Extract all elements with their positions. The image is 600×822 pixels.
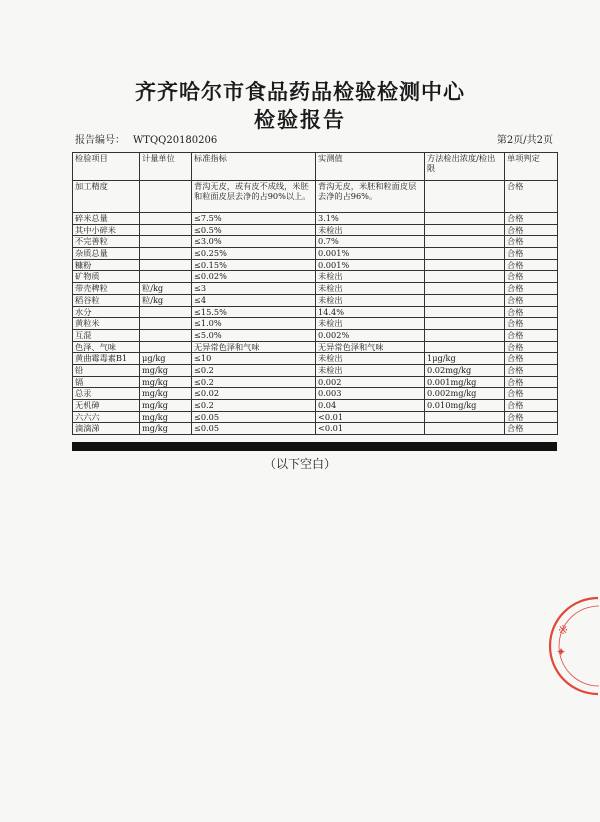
table-row	[73, 329, 558, 341]
cell-verdict: 合格	[505, 318, 558, 330]
cell-verdict: 合格	[505, 248, 558, 260]
header-verdict: 单项判定	[505, 153, 558, 181]
cell-measured: 0.002%	[316, 329, 425, 341]
cell-measured: <0.01	[316, 423, 425, 435]
cell-unit: 粒/kg	[140, 283, 192, 295]
table-row	[73, 318, 558, 330]
cell-detection-limit	[425, 306, 505, 318]
cell-detection-limit	[425, 181, 505, 213]
table-row	[73, 283, 558, 295]
cell-standard: ≤10	[192, 353, 316, 365]
cell-measured: 未检出	[316, 364, 425, 376]
cell-verdict: 合格	[505, 259, 558, 271]
table-row	[73, 181, 558, 213]
cell-unit	[140, 213, 192, 225]
cell-verdict: 合格	[505, 306, 558, 318]
cell-detection-limit	[425, 271, 505, 283]
cell-measured: 0.002	[316, 376, 425, 388]
cell-measured: 0.04	[316, 400, 425, 412]
cell-item: 色泽、气味	[73, 341, 140, 353]
cell-measured: 0.7%	[316, 236, 425, 248]
cell-measured: 3.1%	[316, 213, 425, 225]
cell-standard: ≤0.2	[192, 376, 316, 388]
cell-verdict: 合格	[505, 423, 558, 435]
cell-verdict: 合格	[505, 213, 558, 225]
cell-unit: mg/kg	[140, 376, 192, 388]
report-number-value: WTQQ20180206	[133, 135, 218, 146]
document-title: 检验报告	[254, 108, 346, 132]
cell-unit	[140, 329, 192, 341]
cell-item: 无机砷	[73, 400, 140, 412]
table-row	[73, 306, 558, 318]
cell-measured: 无异常色泽和气味	[316, 341, 425, 353]
cell-measured: 未检出	[316, 224, 425, 236]
cell-standard: ≤5.0%	[192, 329, 316, 341]
table-row	[73, 388, 558, 400]
table-row	[73, 213, 558, 225]
cell-measured: <0.01	[316, 411, 425, 423]
cell-detection-limit: 0.002mg/kg	[425, 388, 505, 400]
cell-measured: 未检出	[316, 318, 425, 330]
header-unit: 计量单位	[140, 153, 192, 181]
official-seal-stamp	[528, 596, 600, 696]
cell-verdict: 合格	[505, 294, 558, 306]
cell-measured: 0.003	[316, 388, 425, 400]
cell-detection-limit: 1μg/kg	[425, 353, 505, 365]
cell-item: 不完善粒	[73, 236, 140, 248]
table-row	[73, 400, 558, 412]
cell-standard: ≤4	[192, 294, 316, 306]
header-detection-limit: 方法检出浓度/检出限	[425, 153, 505, 181]
cell-detection-limit: 0.001mg/kg	[425, 376, 505, 388]
cell-verdict: 合格	[505, 400, 558, 412]
table-header-row	[73, 153, 558, 181]
table-row	[73, 364, 558, 376]
cell-unit	[140, 236, 192, 248]
table-row	[73, 376, 558, 388]
table-bottom-bar	[72, 442, 557, 451]
cell-unit	[140, 306, 192, 318]
cell-item: 黄粒米	[73, 318, 140, 330]
svg-text:※: ※	[558, 623, 569, 637]
cell-detection-limit	[425, 224, 505, 236]
table-row	[73, 353, 558, 365]
cell-item: 带壳稗粒	[73, 283, 140, 295]
cell-item: 糠粉	[73, 259, 140, 271]
cell-standard: ≤0.15%	[192, 259, 316, 271]
cell-unit	[140, 259, 192, 271]
table-row	[73, 259, 558, 271]
inspection-table	[72, 152, 558, 435]
cell-item: 矿物质	[73, 271, 140, 283]
cell-detection-limit	[425, 411, 505, 423]
cell-detection-limit	[425, 318, 505, 330]
cell-verdict: 合格	[505, 353, 558, 365]
cell-item: 互混	[73, 329, 140, 341]
cell-verdict: 合格	[505, 411, 558, 423]
report-meta	[75, 131, 553, 146]
table-row	[73, 411, 558, 423]
report-number	[75, 131, 217, 146]
cell-detection-limit: 0.010mg/kg	[425, 400, 505, 412]
cell-verdict: 合格	[505, 236, 558, 248]
cell-unit: mg/kg	[140, 364, 192, 376]
table-row	[73, 341, 558, 353]
cell-item: 镉	[73, 376, 140, 388]
cell-standard: ≤15.5%	[192, 306, 316, 318]
cell-verdict: 合格	[505, 283, 558, 295]
table-row	[73, 248, 558, 260]
svg-text:✦: ✦	[556, 645, 567, 659]
cell-standard: ≤1.0%	[192, 318, 316, 330]
cell-standard: ≤0.2	[192, 364, 316, 376]
cell-item: 水分	[73, 306, 140, 318]
cell-detection-limit	[425, 329, 505, 341]
cell-item: 六六六	[73, 411, 140, 423]
cell-item: 铅	[73, 364, 140, 376]
cell-unit	[140, 181, 192, 213]
cell-item: 加工精度	[73, 181, 140, 213]
cell-verdict: 合格	[505, 364, 558, 376]
cell-detection-limit	[425, 213, 505, 225]
cell-detection-limit	[425, 236, 505, 248]
cell-standard: ≤0.02%	[192, 271, 316, 283]
blank-note: （以下空白）	[263, 457, 336, 471]
cell-unit	[140, 224, 192, 236]
cell-item: 其中小碎米	[73, 224, 140, 236]
cell-item: 碎米总量	[73, 213, 140, 225]
cell-standard: ≤3	[192, 283, 316, 295]
report-number-label: 报告编号：	[75, 135, 125, 146]
cell-standard: ≤0.5%	[192, 224, 316, 236]
cell-measured: 0.001%	[316, 259, 425, 271]
cell-detection-limit	[425, 341, 505, 353]
cell-item: 杂质总量	[73, 248, 140, 260]
cell-measured: 背沟无皮，米胚和粒面皮层去净的占96%。	[316, 181, 425, 213]
cell-standard: 无异常色泽和气味	[192, 341, 316, 353]
cell-verdict: 合格	[505, 376, 558, 388]
header-standard: 标准指标	[192, 153, 316, 181]
cell-unit	[140, 271, 192, 283]
cell-verdict: 合格	[505, 329, 558, 341]
cell-unit: μg/kg	[140, 353, 192, 365]
table-row	[73, 271, 558, 283]
cell-standard: ≤0.05	[192, 423, 316, 435]
cell-verdict: 合格	[505, 388, 558, 400]
cell-standard: ≤0.25%	[192, 248, 316, 260]
cell-measured: 未检出	[316, 294, 425, 306]
cell-unit: mg/kg	[140, 400, 192, 412]
header-item: 检验项目	[73, 153, 140, 181]
cell-unit	[140, 341, 192, 353]
cell-item: 滴滴涕	[73, 423, 140, 435]
cell-measured: 14.4%	[316, 306, 425, 318]
cell-measured: 0.001%	[316, 248, 425, 260]
cell-standard: ≤0.05	[192, 411, 316, 423]
cell-standard: ≤0.2	[192, 400, 316, 412]
table-row	[73, 294, 558, 306]
cell-detection-limit: 0.02mg/kg	[425, 364, 505, 376]
cell-verdict: 合格	[505, 341, 558, 353]
header-measured: 实测值	[316, 153, 425, 181]
table-row	[73, 423, 558, 435]
table-row	[73, 236, 558, 248]
cell-unit: mg/kg	[140, 388, 192, 400]
table-row	[73, 224, 558, 236]
cell-standard: ≤0.02	[192, 388, 316, 400]
page-indicator: 第2页/共2页	[496, 135, 553, 146]
cell-unit	[140, 248, 192, 260]
cell-item: 黄曲霉毒素B1	[73, 353, 140, 365]
cell-item: 稻谷粒	[73, 294, 140, 306]
cell-item: 总汞	[73, 388, 140, 400]
cell-detection-limit	[425, 283, 505, 295]
cell-detection-limit	[425, 294, 505, 306]
cell-standard: ≤3.0%	[192, 236, 316, 248]
cell-verdict: 合格	[505, 271, 558, 283]
cell-standard: 背沟无皮，或有皮不成线，米胚和粒面皮层去净的占90%以上。	[192, 181, 316, 213]
cell-unit	[140, 318, 192, 330]
cell-detection-limit	[425, 259, 505, 271]
cell-measured: 未检出	[316, 283, 425, 295]
cell-unit: 粒/kg	[140, 294, 192, 306]
cell-unit: mg/kg	[140, 411, 192, 423]
cell-measured: 未检出	[316, 353, 425, 365]
cell-standard: ≤7.5%	[192, 213, 316, 225]
organization-title: 齐齐哈尔市食品药品检验检测中心	[135, 80, 465, 104]
cell-verdict: 合格	[505, 181, 558, 213]
cell-verdict: 合格	[505, 224, 558, 236]
cell-unit: mg/kg	[140, 423, 192, 435]
cell-measured: 未检出	[316, 271, 425, 283]
cell-detection-limit	[425, 248, 505, 260]
cell-detection-limit	[425, 423, 505, 435]
